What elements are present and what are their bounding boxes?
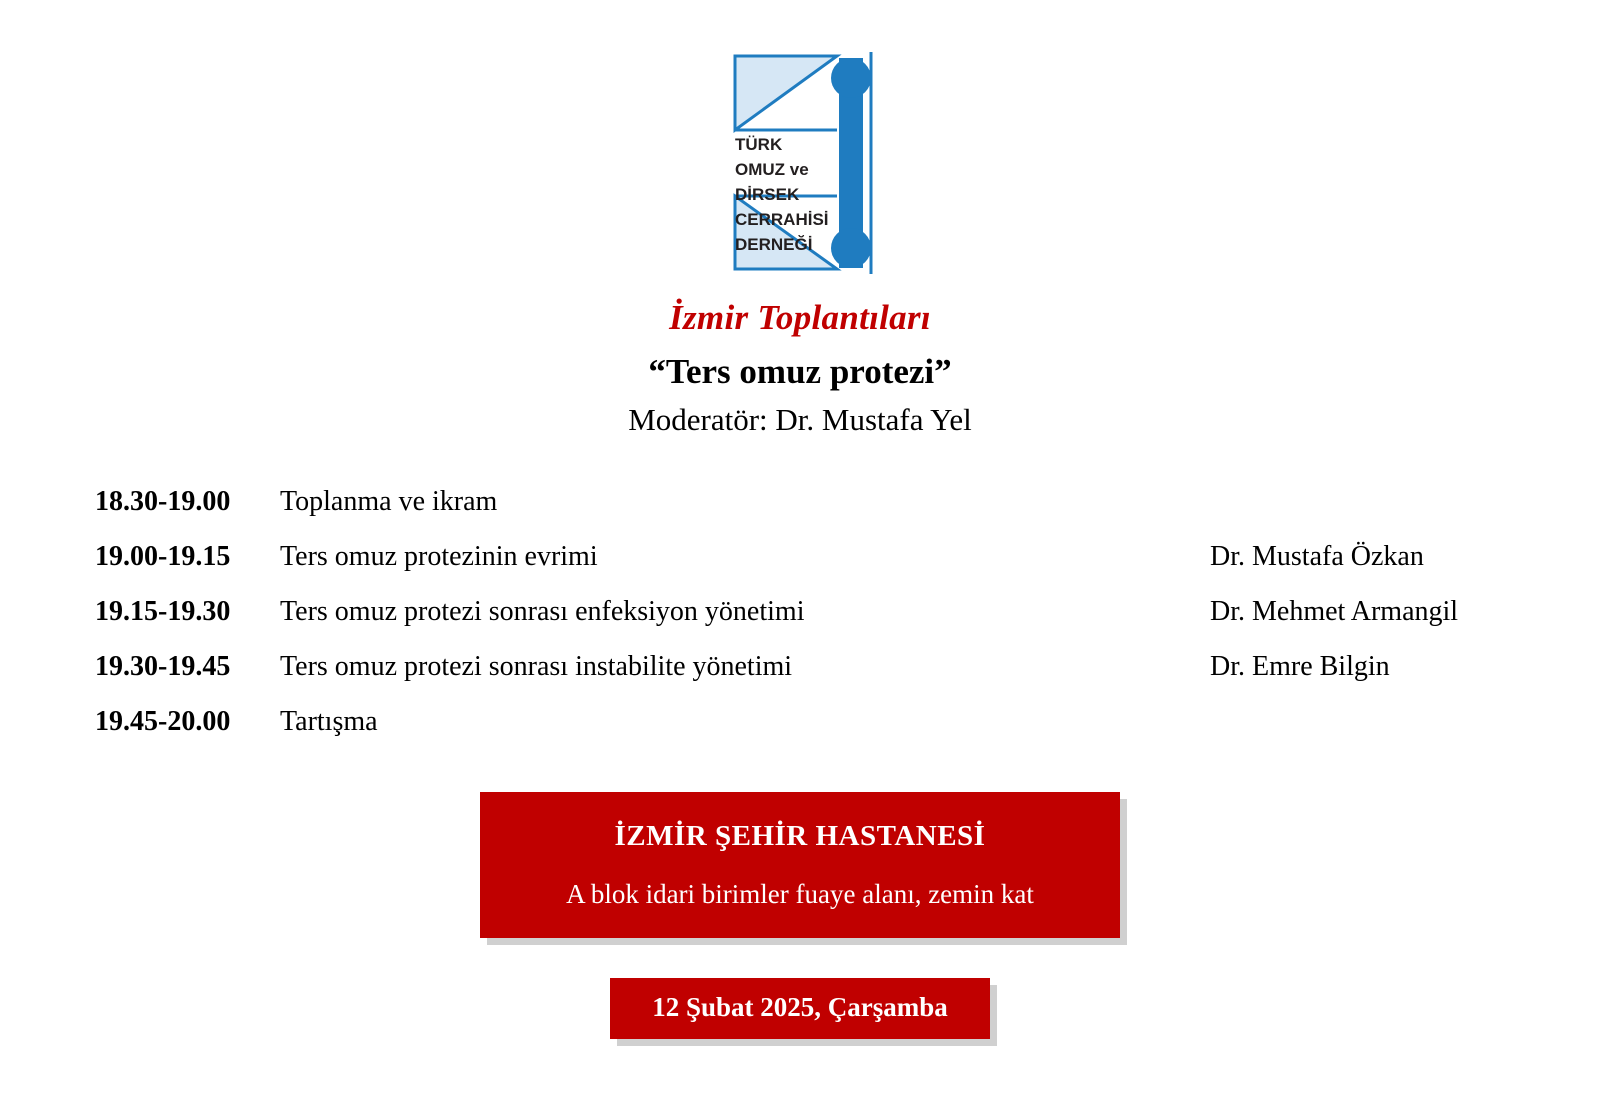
date-banner-container: [0, 978, 1600, 1039]
logo-text-line-1: TÜRK: [735, 135, 783, 154]
table-row: [95, 651, 1540, 685]
table-row: [95, 541, 1540, 575]
session-topic: Ters omuz protezi sonrası enfeksiyon yönetimi: [280, 596, 805, 627]
title-block: [0, 298, 1600, 438]
logo-text-line-2: OMUZ ve: [735, 160, 809, 179]
page-title: “Ters omuz protezi”: [648, 352, 952, 391]
table-row: [95, 486, 1540, 520]
venue-detail: A blok idari birimler fuaye alanı, zemin kat: [566, 879, 1034, 909]
session-topic: Tartışma: [280, 706, 378, 737]
session-topic: Ters omuz protezi sonrası instabilite yönetimi: [280, 651, 793, 682]
moderator-line: Moderatör: Dr. Mustafa Yel: [628, 402, 972, 437]
logo-text-line-4: CERRAHİSİ: [735, 210, 829, 229]
venue-banner-container: [0, 792, 1600, 938]
session-speaker: Dr. Emre Bilgin: [1210, 651, 1390, 682]
session-topic: Toplanma ve ikram: [280, 486, 498, 517]
table-row: [95, 706, 1540, 740]
logo-text-line-3: DİRSEK: [735, 185, 800, 204]
event-date-badge: 12 Şubat 2025, Çarşamba: [610, 978, 990, 1039]
session-time: 18.30-19.00: [95, 486, 231, 517]
association-logo: [711, 44, 889, 282]
session-time: 19.15-19.30: [95, 596, 231, 627]
session-topic: Ters omuz protezinin evrimi: [280, 541, 598, 572]
venue-banner: [480, 792, 1120, 938]
logo-text-line-5: DERNEĞİ: [735, 235, 813, 254]
venue-name: İZMİR ŞEHİR HASTANESİ: [614, 820, 986, 852]
session-speaker: Dr. Mustafa Özkan: [1210, 541, 1424, 572]
program-schedule: [0, 486, 1600, 740]
session-time: 19.00-19.15: [95, 541, 231, 572]
session-time: 19.30-19.45: [95, 651, 231, 682]
table-row: [95, 596, 1540, 630]
logo-mark-icon: [711, 44, 889, 282]
session-speaker: Dr. Mehmet Armangil: [1210, 596, 1459, 627]
series-title: İzmir Toplantıları: [669, 298, 931, 337]
session-time: 19.45-20.00: [95, 706, 231, 737]
logo-container: [0, 0, 1600, 282]
